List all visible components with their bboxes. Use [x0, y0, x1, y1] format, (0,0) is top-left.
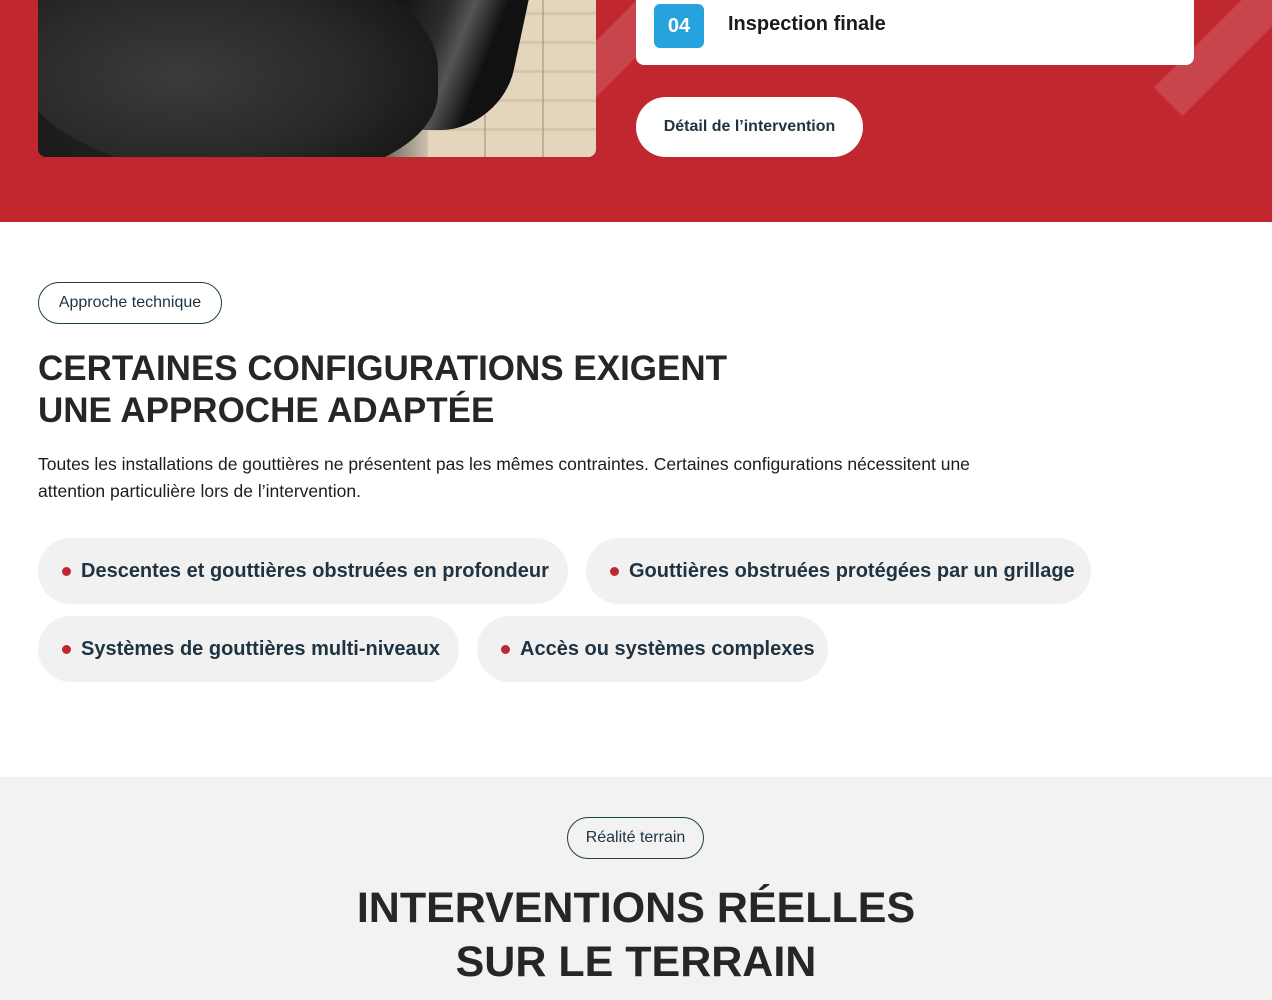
intervention-detail-button[interactable]: Détail de l’intervention — [636, 97, 863, 157]
bullet-dot — [62, 567, 71, 576]
chip-label: Accès ou systèmes complexes — [520, 637, 815, 660]
chip-label: Systèmes de gouttières multi-niveaux — [81, 637, 441, 660]
bullet-dot — [610, 567, 619, 576]
section-tag: Approche technique — [38, 282, 222, 324]
bullet-dot — [62, 645, 71, 654]
section-tag: Réalité terrain — [567, 817, 704, 859]
configuration-chip — [38, 538, 568, 604]
section-title-line: SUR LE TERRAIN — [455, 938, 817, 986]
intervention-photo — [38, 0, 596, 157]
section-title-line: INTERVENTIONS RÉELLES — [356, 884, 916, 932]
section-title — [0, 881, 1272, 989]
approach-section — [0, 222, 1272, 777]
glove-image — [38, 0, 438, 157]
chip-label: Gouttières obstruées protégées par un grillage — [629, 559, 1075, 582]
configuration-chip — [586, 538, 1091, 604]
configuration-chip — [38, 616, 459, 682]
section-title-line: UNE APPROCHE ADAPTÉE — [38, 391, 495, 430]
bullet-dot — [501, 645, 510, 654]
section-lead: Toutes les installations de gouttières ne présentent pas les mêmes contraintes. Certaines configurations nécessitent une attention particulière lors de l’intervention. — [38, 454, 970, 501]
configuration-chip — [477, 616, 828, 682]
section-title-line: CERTAINES CONFIGURATIONS EXIGENT — [38, 349, 728, 388]
section-title — [38, 348, 798, 432]
step-title: Inspection finale — [728, 13, 886, 35]
step-number: 04 — [654, 4, 704, 48]
field-section — [0, 777, 1272, 1000]
chip-label: Descentes et gouttières obstruées en profondeur — [81, 559, 549, 582]
hero-section — [0, 0, 1272, 222]
step-card — [636, 0, 1194, 65]
